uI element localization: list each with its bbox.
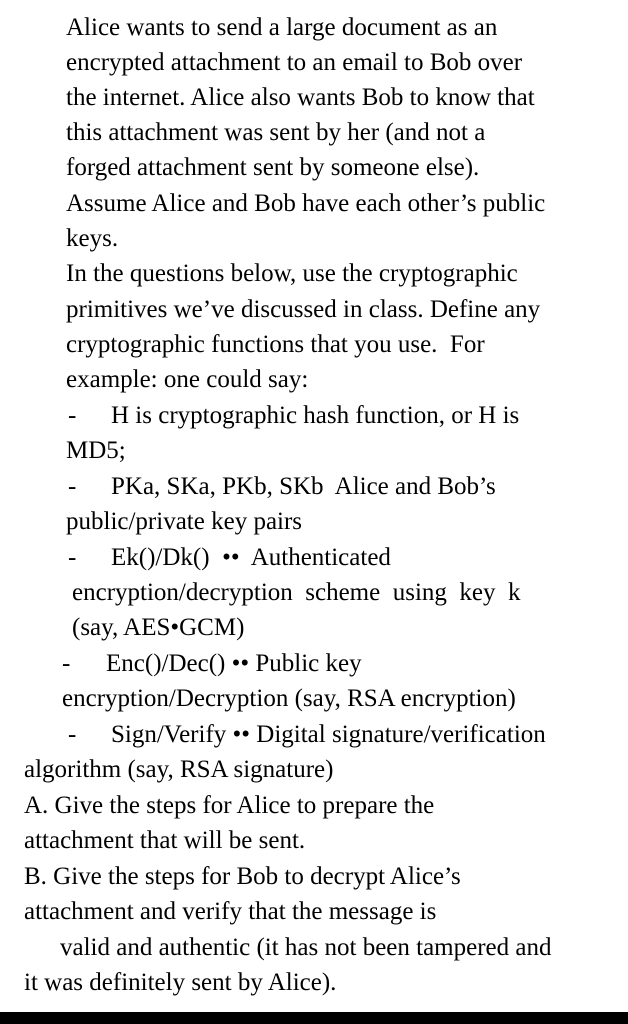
intro-line: forged attachment sent by someone else).: [66, 154, 480, 181]
bullet-text: H is cryptographic hash function, or H is: [111, 402, 520, 429]
intro-line: Alice wants to send a large document as an: [66, 14, 498, 41]
bullet-text: (say, AES•GCM): [72, 614, 245, 641]
bullet-text: algorithm (say, RSA signature): [24, 756, 334, 783]
intro-line: In the questions below, use the cryptographic: [66, 260, 518, 287]
bullet-dash: -: [68, 721, 77, 748]
bullet-text: Sign/Verify •• Digital signature/verification: [111, 721, 546, 748]
intro-line: primitives we’ve discussed in class. Define any: [66, 296, 541, 323]
intro-line: the internet. Alice also wants Bob to know that: [66, 84, 535, 111]
bullet-text: Enc()/Dec() •• Public key: [106, 650, 362, 677]
bullet-text: encryption/decryption scheme using key k: [72, 579, 521, 606]
question-b-line: it was definitely sent by Alice).: [24, 969, 337, 996]
question-b-line: B. Give the steps for Bob to decrypt Alice’s: [24, 863, 461, 890]
intro-line: Assume Alice and Bob have each other’s public: [66, 190, 546, 217]
bullet-text: public/private key pairs: [66, 508, 303, 535]
bullet-text: MD5;: [66, 437, 126, 464]
bullet-dash: -: [68, 473, 77, 500]
question-b-line: attachment and verify that the message is: [24, 898, 437, 925]
bottom-border: [0, 1012, 628, 1024]
bullet-dash: -: [68, 544, 77, 571]
bullet-text: encryption/Decryption (say, RSA encryption): [62, 685, 516, 712]
intro-line: cryptographic functions that you use. For: [66, 331, 485, 358]
bullet-text: PKa, SKa, PKb, SKb Alice and Bob’s: [111, 473, 496, 500]
question-a-line: A. Give the steps for Alice to prepare the: [24, 792, 435, 819]
intro-line: encrypted attachment to an email to Bob over: [66, 49, 523, 76]
bullet-dash: -: [68, 402, 77, 429]
question-a-line: attachment that will be sent.: [24, 827, 306, 854]
intro-line: keys.: [66, 225, 119, 252]
intro-line: example: one could say:: [66, 366, 309, 393]
question-b-line: valid and authentic (it has not been tampered and: [60, 934, 552, 961]
bullet-text: Ek()/Dk() •• Authenticated: [111, 544, 391, 571]
intro-line: this attachment was sent by her (and not a: [66, 119, 486, 146]
bullet-dash: -: [62, 650, 71, 677]
